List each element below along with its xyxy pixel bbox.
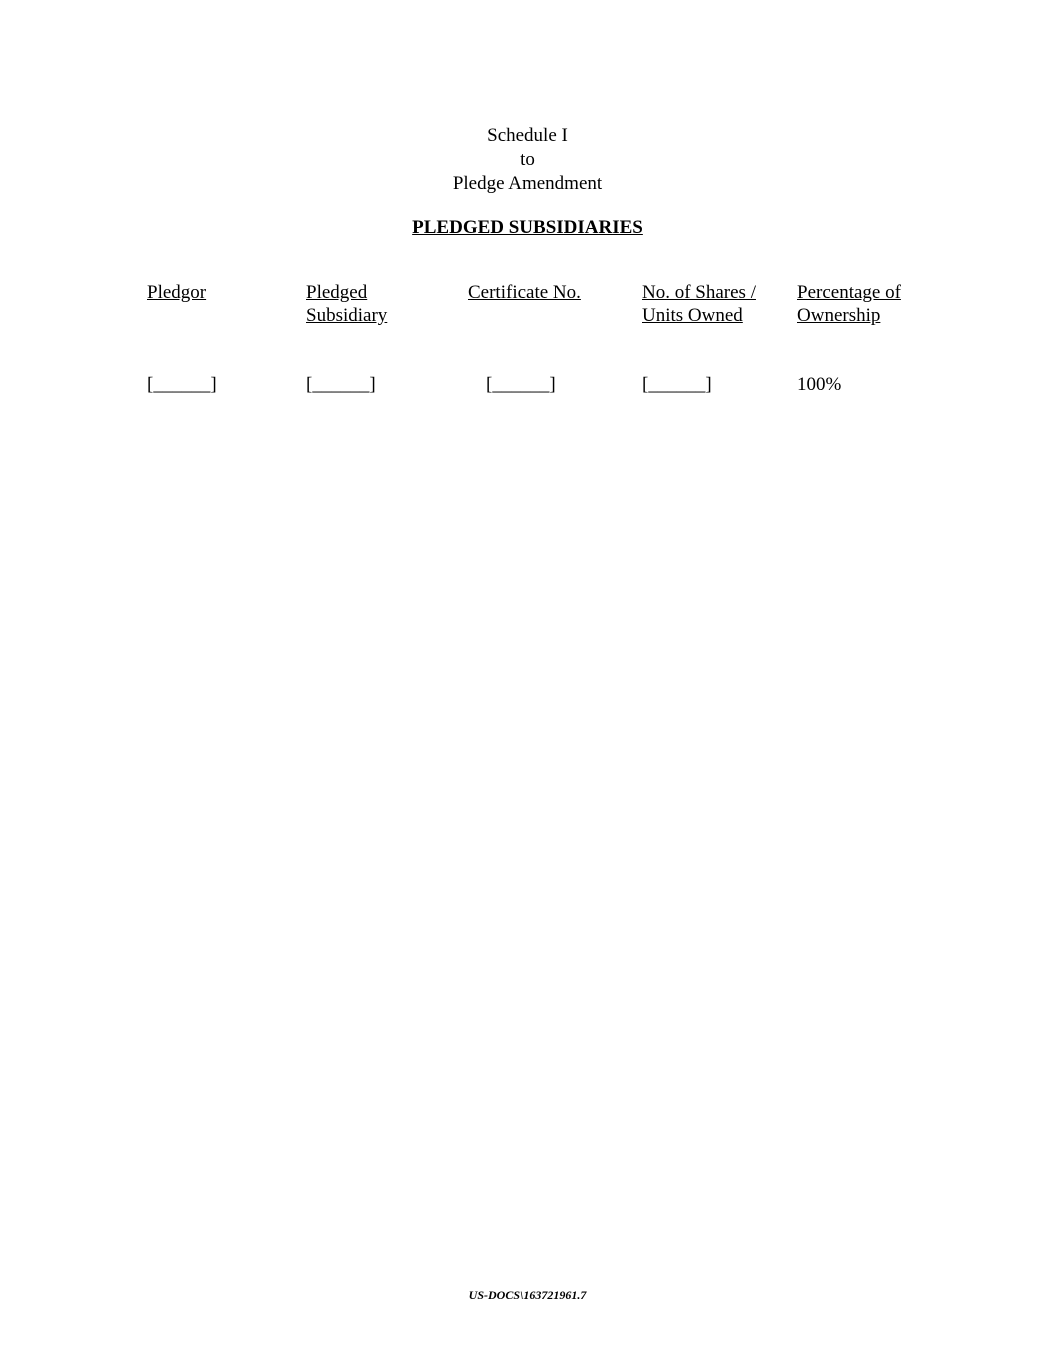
cell-certificate-no: [______] xyxy=(486,374,556,395)
schedule-heading xyxy=(0,124,1055,196)
schedule-document-name: Pledge Amendment xyxy=(452,173,603,194)
column-header-percentage-of-ownership: Percentage of Ownership xyxy=(797,282,901,326)
schedule-label: Schedule I xyxy=(487,125,568,146)
column-header-shares-units-owned: No. of Shares / Units Owned xyxy=(642,282,756,326)
schedule-connector: to xyxy=(520,149,535,170)
section-title-text: PLEDGED SUBSIDIARIES xyxy=(412,217,643,238)
section-title xyxy=(0,216,1055,240)
cell-percentage-of-ownership: 100% xyxy=(797,374,842,395)
column-header-pledgor: Pledgor xyxy=(147,282,207,303)
document-footer-id: US-DOCS\163721961.7 xyxy=(468,1288,587,1302)
column-header-certificate-no: Certificate No. xyxy=(468,282,581,303)
column-header-pledged-subsidiary: Pledged Subsidiary xyxy=(306,282,388,326)
cell-shares-units-owned: [______] xyxy=(642,374,712,395)
cell-pledged-subsidiary: [______] xyxy=(306,374,376,395)
cell-pledgor: [______] xyxy=(147,374,217,395)
